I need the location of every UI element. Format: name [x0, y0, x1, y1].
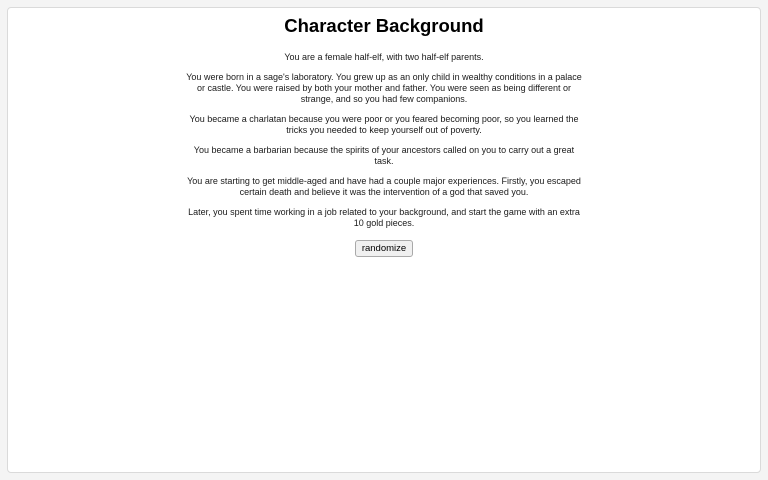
job-gold-paragraph: Later, you spent time working in a job related to your background, and start the game with an extra 10 gold pieces. [188, 207, 580, 228]
page-card [7, 7, 761, 473]
randomize-button[interactable]: randomize [355, 240, 413, 257]
birth-upbringing-paragraph: You were born in a sage's laboratory. You grew up as an only child in wealthy conditions in a palace or castle. You were raised by both your mother and father. You were seen as being different or strange, and so you had few companions. [186, 72, 582, 104]
age-experiences-paragraph: You are starting to get middle-aged and have had a couple major experiences. Firstly, you escaped certain death and believe it was the intervention of a god that saved you. [187, 176, 581, 197]
character-background-content [186, 15, 582, 257]
charlatan-reason-paragraph: You became a charlatan because you were poor or you feared becoming poor, so you learned the tricks you needed to keep yourself out of poverty. [189, 114, 579, 135]
page-title: Character Background [284, 15, 484, 36]
button-row [186, 238, 582, 257]
race-parents-paragraph: You are a female half-elf, with two half-elf parents. [284, 52, 484, 62]
barbarian-reason-paragraph: You became a barbarian because the spirits of your ancestors called on you to carry out a great task. [193, 145, 575, 166]
